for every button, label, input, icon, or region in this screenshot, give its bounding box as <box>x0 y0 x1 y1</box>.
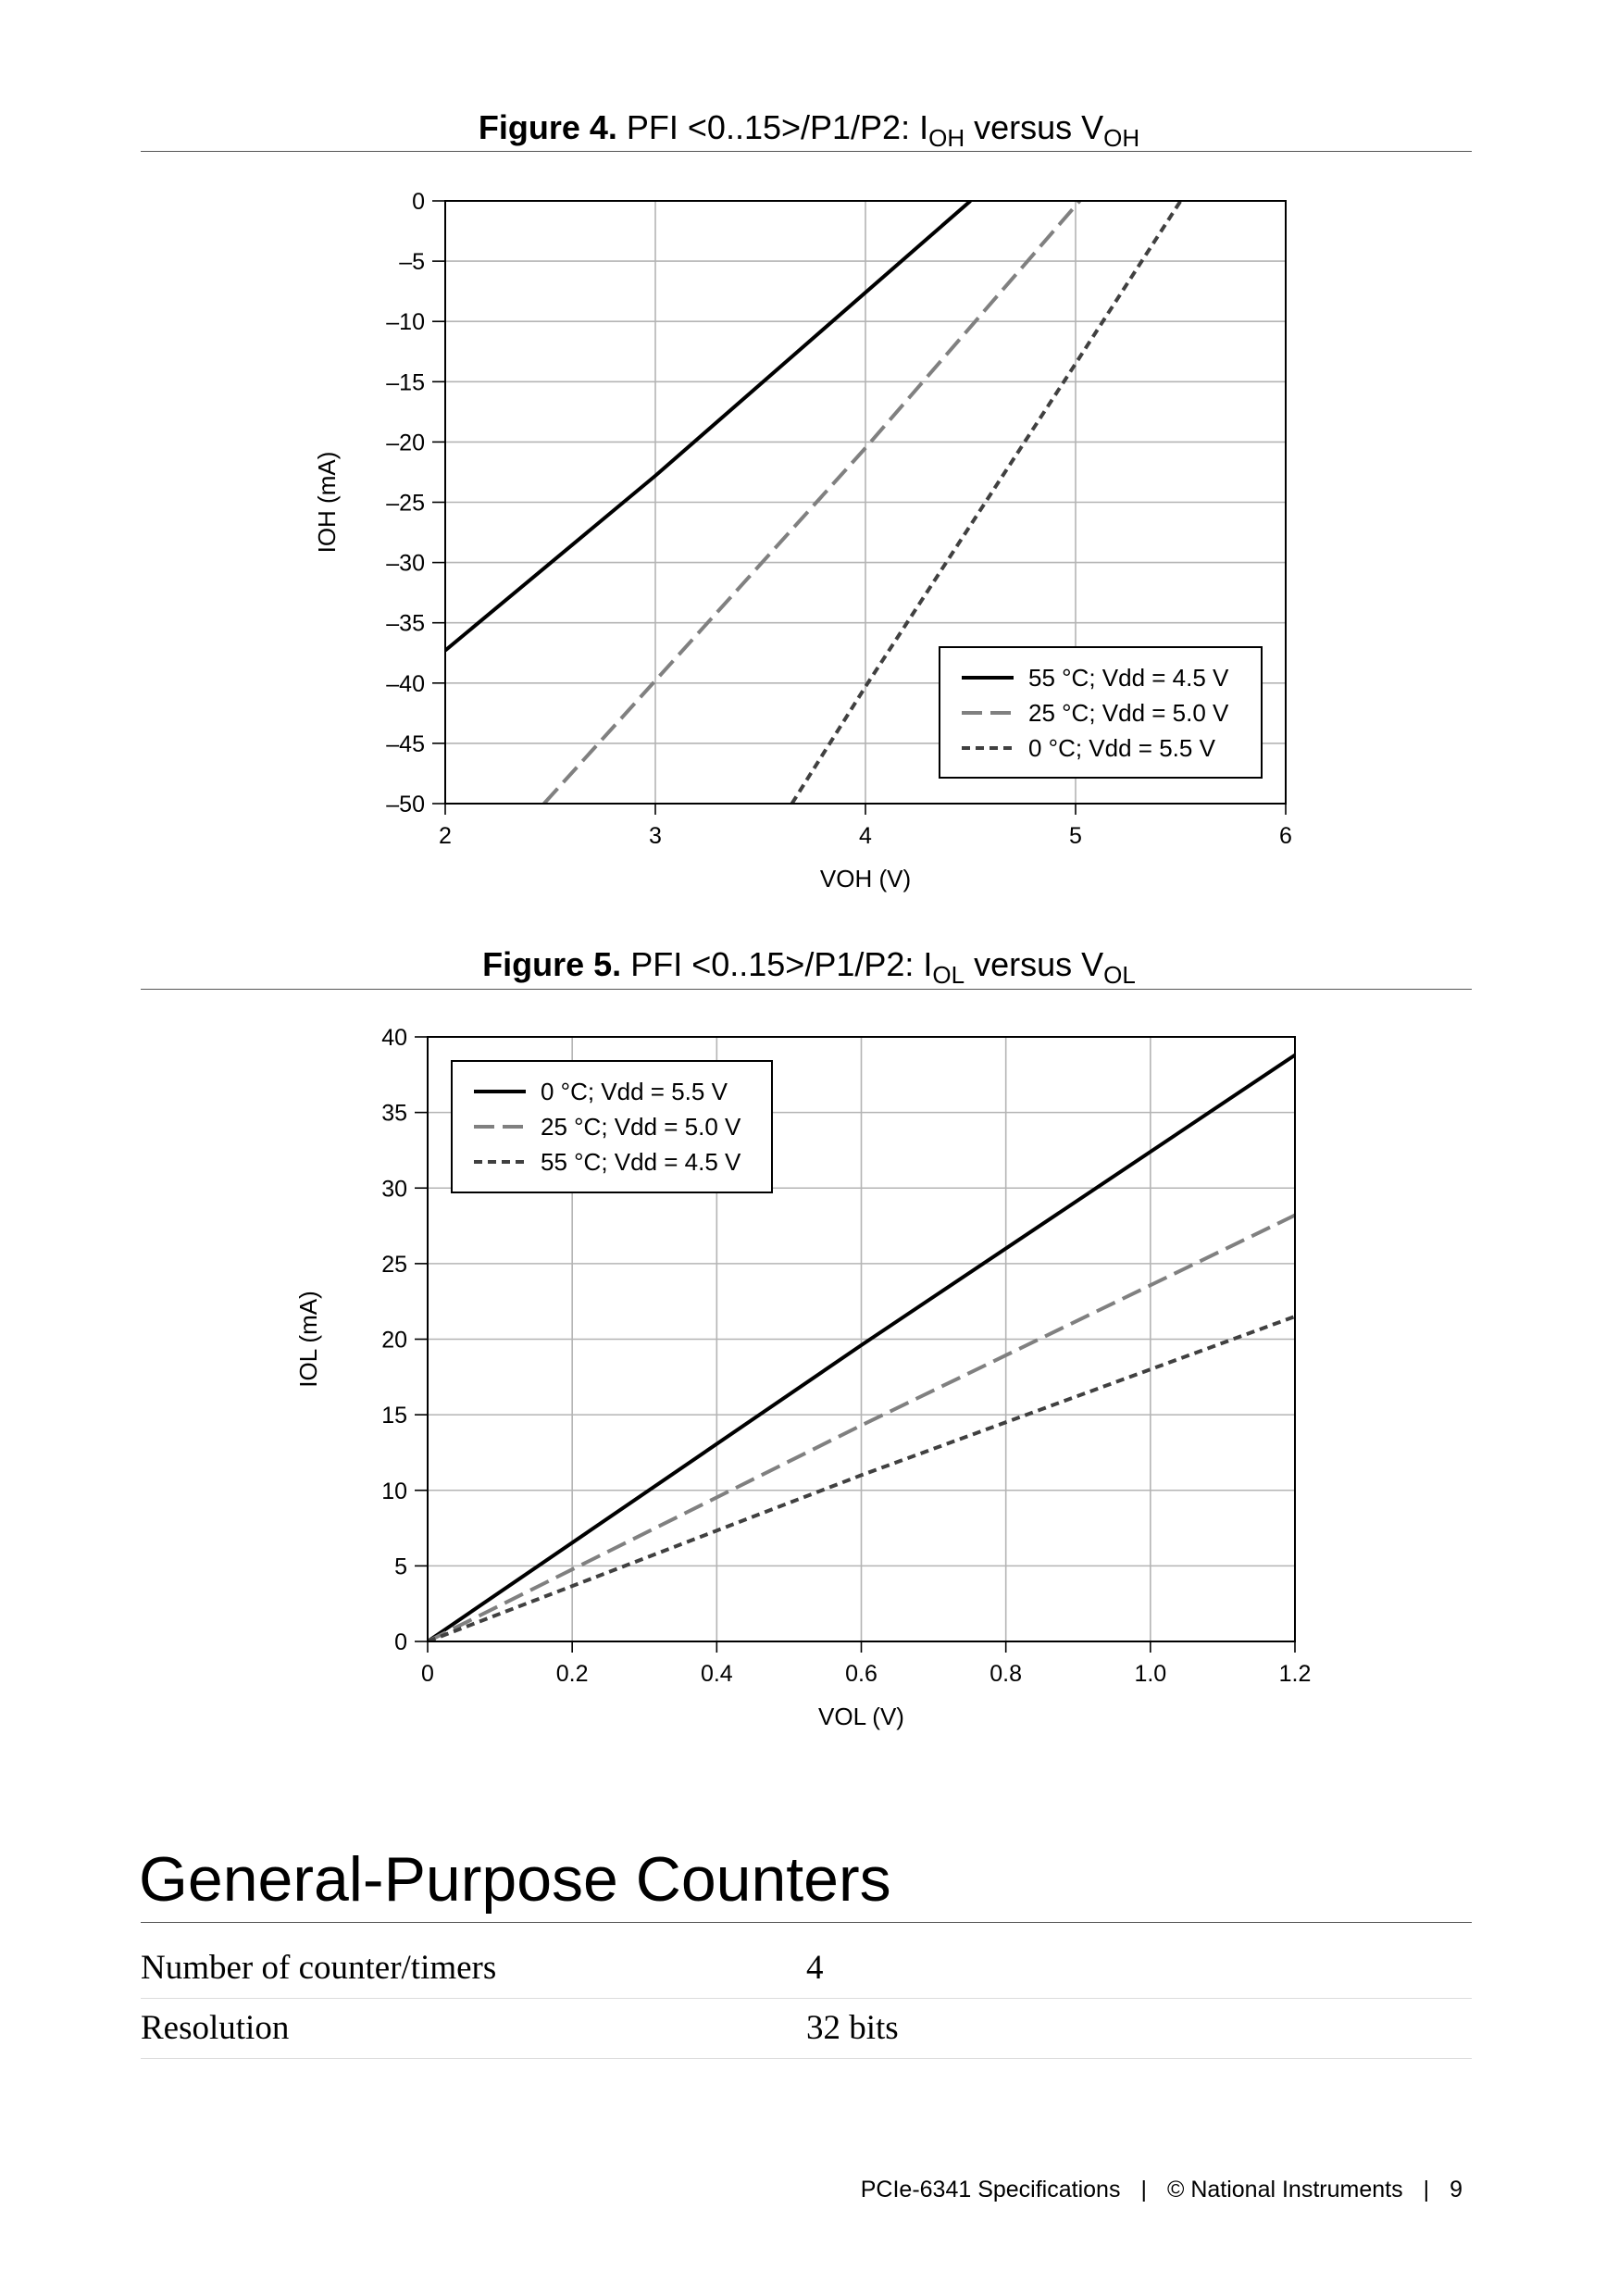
y-tick-label: –25 <box>386 490 425 517</box>
section-title: General-Purpose Counters <box>139 1844 891 1915</box>
section-rule <box>141 1922 1472 1923</box>
footer-doc-title: PCIe-6341 Specifications <box>860 2177 1121 2202</box>
figure5-caption-sub1: OL <box>932 961 965 989</box>
y-tick-label: –45 <box>386 730 425 757</box>
y-axis-label: IOH (mA) <box>313 451 341 554</box>
x-axis-label: VOH (V) <box>819 865 912 892</box>
y-tick-label: 10 <box>381 1478 407 1504</box>
page-footer <box>861 2176 1462 2203</box>
footer-separator: | <box>1140 2177 1147 2202</box>
figure4-caption-sub1: OH <box>928 124 965 152</box>
figure5-caption-sub2: OL <box>1103 961 1136 989</box>
legend-label-3: 0 °C; Vdd = 5.5 V <box>1028 734 1215 762</box>
y-axis-label: IOL (mA) <box>294 1291 322 1388</box>
y-tick-label: 20 <box>381 1327 407 1354</box>
y-tick-label: 40 <box>381 1025 407 1051</box>
x-axis-label: VOL (V) <box>818 1703 904 1730</box>
spec-label-resolution: Resolution <box>141 2009 290 2047</box>
x-tick-label: 1.2 <box>1278 1661 1312 1687</box>
x-tick-label: 5 <box>1069 823 1082 849</box>
y-tick-label: –20 <box>386 430 425 456</box>
x-tick-label: 2 <box>439 823 452 849</box>
figure5-caption-label: Figure 5. <box>482 945 622 983</box>
y-tick-label: –10 <box>386 309 425 336</box>
figure4-caption-label: Figure 4. <box>478 108 617 146</box>
spec-row-divider <box>141 1998 1472 1999</box>
y-tick-label: –50 <box>386 792 425 817</box>
figure5-caption-text: PFI <0..15>/P1/P2: I <box>630 945 933 983</box>
y-tick-label: 25 <box>381 1251 407 1278</box>
legend-label-1: 0 °C; Vdd = 5.5 V <box>541 1078 728 1105</box>
legend-label-3: 55 °C; Vdd = 4.5 V <box>541 1148 741 1176</box>
y-tick-label: –30 <box>386 550 425 577</box>
legend-label-2: 25 °C; Vdd = 5.0 V <box>541 1113 741 1141</box>
footer-copyright: © National Instruments <box>1166 2177 1403 2202</box>
x-tick-label: 1.0 <box>1134 1661 1167 1687</box>
spec-row-divider <box>141 2058 1472 2059</box>
footer-separator: | <box>1423 2177 1430 2202</box>
x-tick-label: 4 <box>859 823 872 849</box>
legend-label-2: 25 °C; Vdd = 5.0 V <box>1028 699 1229 727</box>
y-tick-label: –40 <box>386 670 425 697</box>
y-tick-label: 0 <box>394 1629 407 1655</box>
y-tick-label: 35 <box>381 1100 407 1127</box>
y-tick-label: –35 <box>386 610 425 637</box>
figure4-caption-text: PFI <0..15>/P1/P2: I <box>626 108 929 146</box>
x-tick-label: 0.6 <box>845 1661 877 1687</box>
legend-label-1: 55 °C; Vdd = 4.5 V <box>1028 664 1229 692</box>
y-tick-label: –15 <box>386 369 425 396</box>
x-tick-label: 0.4 <box>700 1661 733 1687</box>
y-tick-label: 30 <box>381 1176 407 1203</box>
figure5-caption-mid: versus V <box>965 945 1104 983</box>
spec-value-resolution: 32 bits <box>806 2009 899 2047</box>
y-tick-label: 15 <box>381 1403 407 1429</box>
figure4-caption-sub2: OH <box>1103 124 1140 152</box>
spec-label-counters: Number of counter/timers <box>141 1949 497 1987</box>
x-tick-label: 3 <box>649 823 662 849</box>
y-tick-label: 0 <box>412 189 425 215</box>
y-tick-label: 5 <box>394 1554 407 1580</box>
spec-value-counters: 4 <box>806 1949 824 1987</box>
x-tick-label: 6 <box>1279 823 1292 849</box>
y-tick-label: –5 <box>399 249 425 276</box>
figure4-caption-mid: versus V <box>965 108 1104 146</box>
x-tick-label: 0.8 <box>989 1661 1023 1687</box>
x-tick-label: 0 <box>421 1661 434 1687</box>
footer-page-number: 9 <box>1450 2177 1462 2202</box>
x-tick-label: 0.2 <box>555 1661 589 1687</box>
